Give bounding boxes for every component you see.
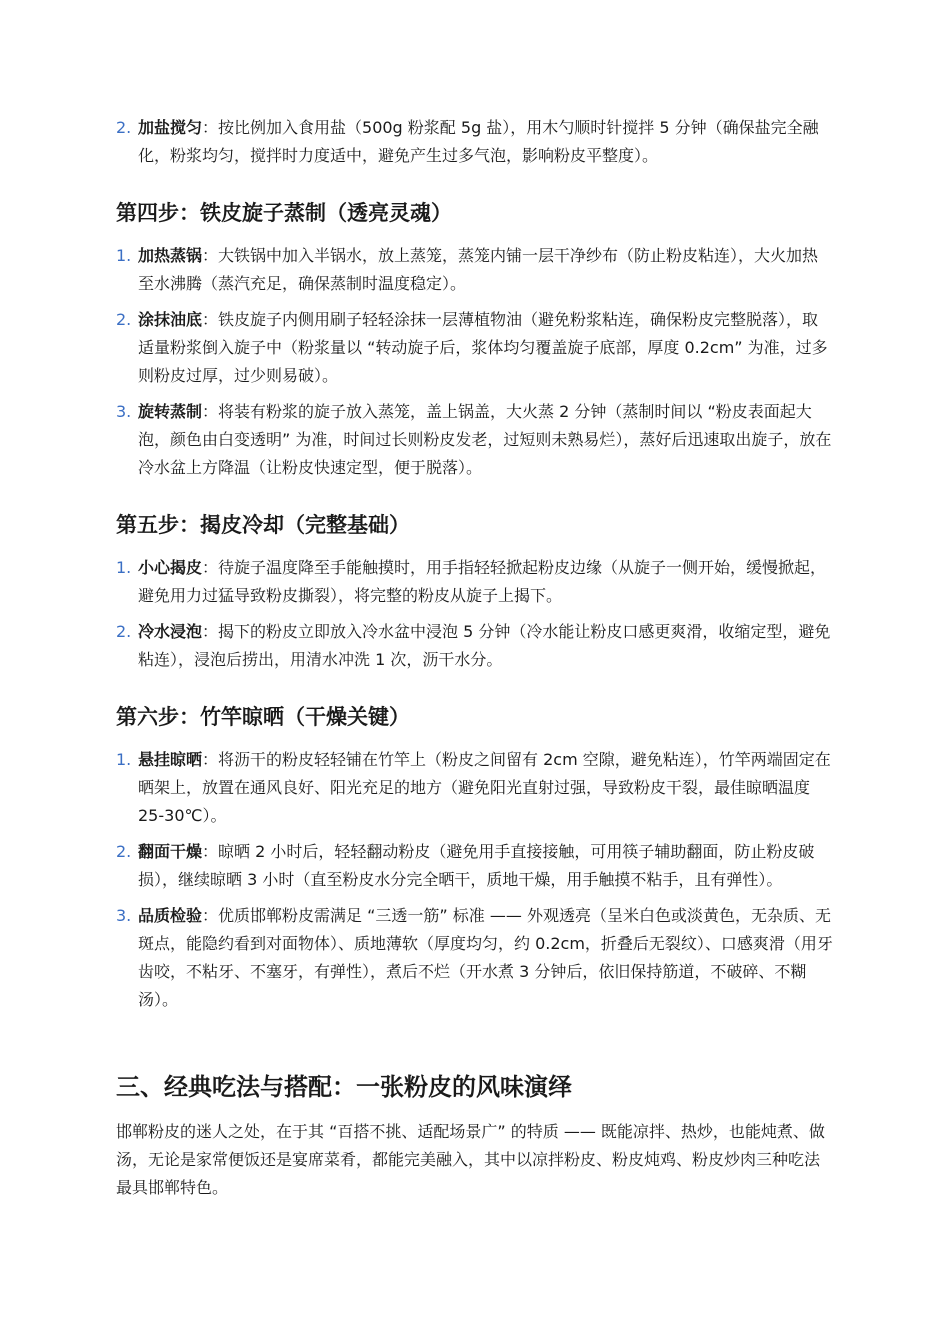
- list-item: [116, 114, 834, 170]
- item-title: 翻面干燥: [138, 842, 203, 861]
- list-number: 2.: [116, 622, 132, 641]
- list-number: 2.: [116, 310, 132, 329]
- item-title: 加盐搅匀: [138, 118, 203, 137]
- step4-list: [116, 242, 834, 482]
- item-title: 悬挂晾晒: [138, 750, 203, 769]
- step5-heading: 第五步：揭皮冷却（完整基础）: [116, 513, 410, 537]
- item-title: 冷水浸泡: [138, 622, 203, 641]
- section3-paragraph: 邯郸粉皮的迷人之处，在于其 “百搭不挑、适配场景广” 的特质 —— 既能凉拌、热炒，也能炖煮、做汤，无论是家常便饭还是宴席菜肴，都能完美融入，其中以凉拌粉皮、粉皮炖鸡、粉皮炒肉三种吃法最具邯郸特色。: [116, 1122, 825, 1197]
- list-number: 1.: [116, 558, 132, 577]
- item-text: ：揭下的粉皮立即放入冷水盆中浸泡 5 分钟（冷水能让粉皮口感更爽滑，收缩定型，避免粘连），浸泡后捞出，用清水冲洗 1 次，沥干水分。: [138, 622, 831, 669]
- list-item: [116, 306, 834, 390]
- list-item: [116, 398, 834, 482]
- list-number: 2.: [116, 118, 132, 137]
- list-item: [116, 618, 834, 674]
- item-text: ：按比例加入食用盐（500g 粉浆配 5g 盐），用木勺顺时针搅拌 5 分钟（确保盐完全融化，粉浆均匀，搅拌时力度适中，避免产生过多气泡，影响粉皮平整度）。: [138, 118, 819, 165]
- item-title: 涂抹油底: [138, 310, 203, 329]
- list-item: [116, 554, 834, 610]
- list-number: 2.: [116, 842, 132, 861]
- step3-list: [116, 114, 834, 170]
- item-text: ：将装有粉浆的旋子放入蒸笼，盖上锅盖，大火蒸 2 分钟（蒸制时间以 “粉皮表面起大泡，颜色由白变透明” 为准，时间过长则粉皮发老，过短则未熟易烂），蒸好后迅速取出旋子，放在冷水盆上方降温（让粉皮快速定型，便于脱落）。: [138, 402, 832, 477]
- item-title: 小心揭皮: [138, 558, 203, 577]
- item-text: ：待旋子温度降至手能触摸时，用手指轻轻掀起粉皮边缘（从旋子一侧开始，缓慢掀起，避免用力过猛导致粉皮撕裂），将完整的粉皮从旋子上揭下。: [138, 558, 827, 605]
- list-number: 1.: [116, 246, 132, 265]
- list-item: [116, 902, 834, 1014]
- item-text: ：将沥干的粉皮轻轻铺在竹竿上（粉皮之间留有 2cm 空隙，避免粘连），竹竿两端固定在晒架上，放置在通风良好、阳光充足的地方（避免阳光直射过强，导致粉皮干裂，最佳晾晒温度 25-30℃）。: [138, 750, 831, 825]
- item-text: ：铁皮旋子内侧用刷子轻轻涂抹一层薄植物油（避免粉浆粘连，确保粉皮完整脱落），取适量粉浆倒入旋子中（粉浆量以 “转动旋子后，浆体均匀覆盖旋子底部，厚度 0.2cm” 为准，过多则粉皮过厚，过少则易破）。: [138, 310, 828, 385]
- section3-heading: 三、经典吃法与搭配：一张粉皮的风味演绎: [116, 1073, 572, 1101]
- step5-list: [116, 554, 834, 674]
- list-number: 1.: [116, 750, 132, 769]
- item-title: 旋转蒸制: [138, 402, 203, 421]
- step6-list: [116, 746, 834, 1014]
- list-number: 3.: [116, 402, 132, 421]
- item-title: 品质检验: [138, 906, 203, 925]
- step6-heading: 第六步：竹竿晾晒（干燥关键）: [116, 705, 410, 729]
- list-item: [116, 242, 834, 298]
- item-text: ：优质邯郸粉皮需满足 “三透一筋” 标准 —— 外观透亮（呈米白色或淡黄色，无杂质、无斑点，能隐约看到对面物体）、质地薄软（厚度均匀，约 0.2cm，折叠后无裂纹）、口感爽滑（用牙齿咬，不粘牙、不塞牙，有弹性），煮后不烂（开水煮 3 分钟后，依旧保持筋道，不破碎、不糊汤）。: [138, 906, 833, 1009]
- list-number: 3.: [116, 906, 132, 925]
- step4-heading: 第四步：铁皮旋子蒸制（透亮灵魂）: [116, 201, 452, 225]
- item-title: 加热蒸锅: [138, 246, 203, 265]
- item-text: ：晾晒 2 小时后，轻轻翻动粉皮（避免用手直接接触，可用筷子辅助翻面，防止粉皮破损），继续晾晒 3 小时（直至粉皮水分完全晒干，质地干燥，用手触摸不粘手，且有弹性）。: [138, 842, 815, 889]
- item-text: ：大铁锅中加入半锅水，放上蒸笼，蒸笼内铺一层干净纱布（防止粉皮粘连），大火加热至水沸腾（蒸汽充足，确保蒸制时温度稳定）。: [138, 246, 819, 293]
- list-item: [116, 746, 834, 830]
- list-item: [116, 838, 834, 894]
